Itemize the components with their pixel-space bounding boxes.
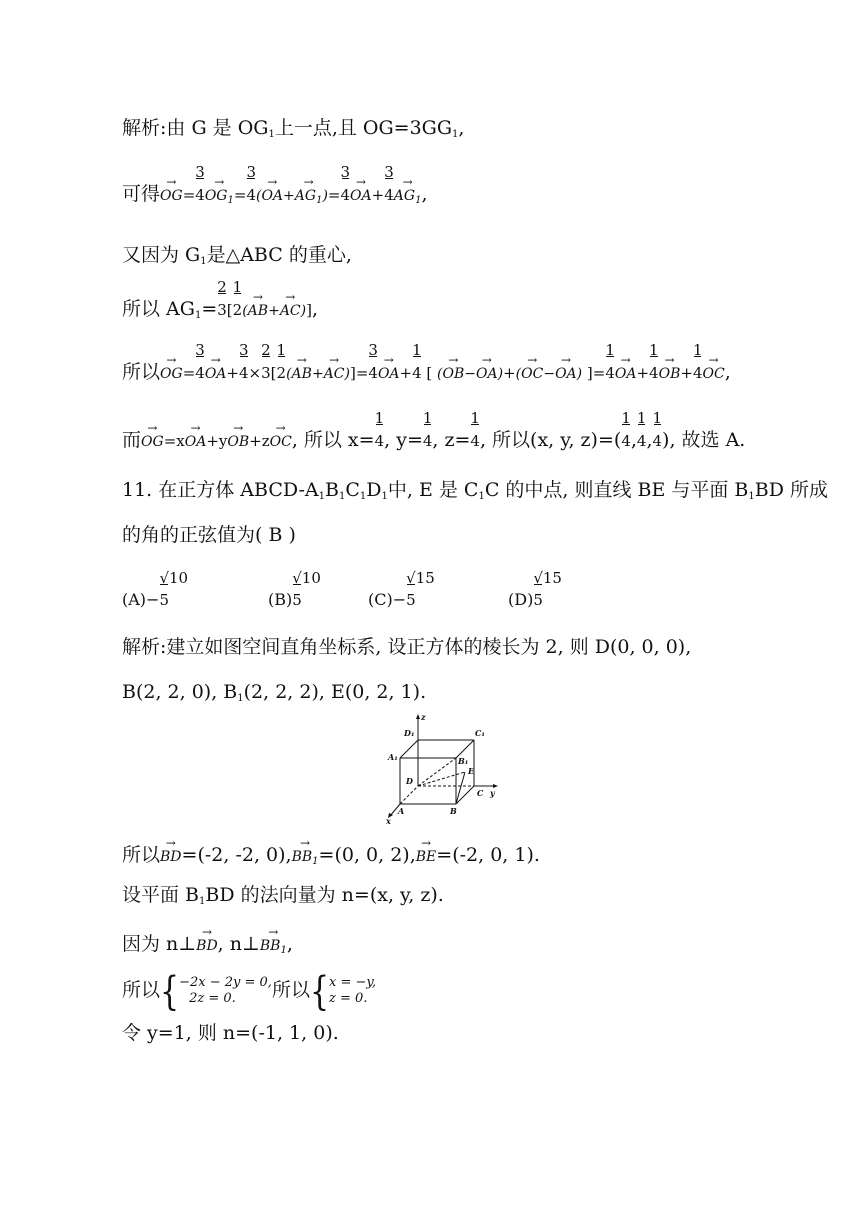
solution-line-5: 所以→ OG= $\frac{3}{4}\to OA+$ $\frac{3}{4}\times$ $\frac{2}{3}$[ $\frac{1}{2}(\to AB+\to AC)]=$ $\frac{3}{4}\to OA+$ $\frac{1}{4}$ [ (→ OB−→ OA)+(→ OC−→ OA) ]= $\frac{1}{4}\to OA+$ $\frac{1}{4}\to OB+$ $\frac{1}{4}\to$ OC, [122, 360, 731, 386]
solution-setup: 解析:建立如图空间直角坐标系, 设正方体的棱长为 2, 则 D(0, 0, 0), [122, 636, 692, 658]
svg-text:E: E [468, 766, 475, 776]
perpendicular-line: 因为 n⊥→ BD, n⊥→ $BB_1$, [122, 932, 293, 963]
svg-text:B: B [450, 806, 457, 816]
solution-line-6: 而→ OG=x→ OA+y→ OB+z→ OC, 所以 x= $\frac{1}{4}$, y= $\frac{1}{4}$, z= $\frac{1}{4}$, 所以(x, y, z)=( $\frac{1}{4}$, $\frac{1}{4}$, $\frac{1}{4}$), 故选 A. [122, 428, 745, 454]
normal-vector-line: 设平面 $B_1BD$ 的法向量为 n=(x, y, z). [122, 884, 444, 907]
cube-figure [384, 712, 504, 824]
question-11-line-2: 的角的正弦值为( B ) [122, 524, 296, 546]
vectors-line: 所以→ BD=(-2, -2, $0),\to BB_1=(0$, 0, 2),→ BE=(-2, 0, 1). [122, 843, 540, 874]
svg-text:A₁: A₁ [388, 752, 398, 762]
solution-coords: B(2, 2, 0), $B_1(2$, 2, 2), E(0, 2, 1). [122, 681, 427, 704]
solution-line-4: 所以 $AG_1=$ $\frac{2}{3}$[ $\frac{1}{2}(\to AB+\to AC)$], [122, 297, 318, 328]
svg-text:A: A [398, 806, 405, 816]
option-c: (C)− $\frac{√15}{5}$ [368, 569, 435, 609]
solution-line-2: 可得→ OG= $\frac{3}{4}\to OG_1=$ $\frac{3}{4}(\to OA+\to AG_1)=$ $\frac{3}{4}\to OA+$ $\frac{3}{4}\to AG_1$, [122, 182, 427, 213]
option-d: (D) $\frac{√15}{5}$ [508, 569, 562, 609]
svg-text:C: C [477, 788, 484, 798]
svg-text:D₁: D₁ [404, 728, 415, 738]
solution-line-1: 解析:由 G 是 $OG_1$上一点,且 $OG=3GG_1$, [122, 117, 465, 140]
solution-line-3: 又因为 $G_1$是△ABC 的重心, [122, 244, 352, 267]
system-line: 所以{−2x − 2y = 0, 2z = 0. 所以{x = −y, z = 0. [122, 969, 377, 1016]
svg-text:y: y [490, 788, 495, 798]
option-a: (A)− $\frac{√10}{5}$ [122, 569, 189, 609]
svg-text:D: D [406, 776, 413, 786]
svg-text:C₁: C₁ [475, 728, 485, 738]
question-11: 11. 在正方体 ABCD-$A_1B_1C_1D_1$中, E 是 $C_1C$ 的中点, 则直线 BE 与平面 $B_1BD$ 所成 [122, 479, 829, 502]
svg-text:z: z [421, 712, 426, 722]
conclusion-line: 令 y=1, 则 n=(-1, 1, 0). [122, 1022, 339, 1044]
option-b: (B) $\frac{√10}{5}$ [268, 569, 321, 609]
svg-text:x: x [386, 816, 391, 824]
svg-text:B₁: B₁ [458, 756, 469, 766]
